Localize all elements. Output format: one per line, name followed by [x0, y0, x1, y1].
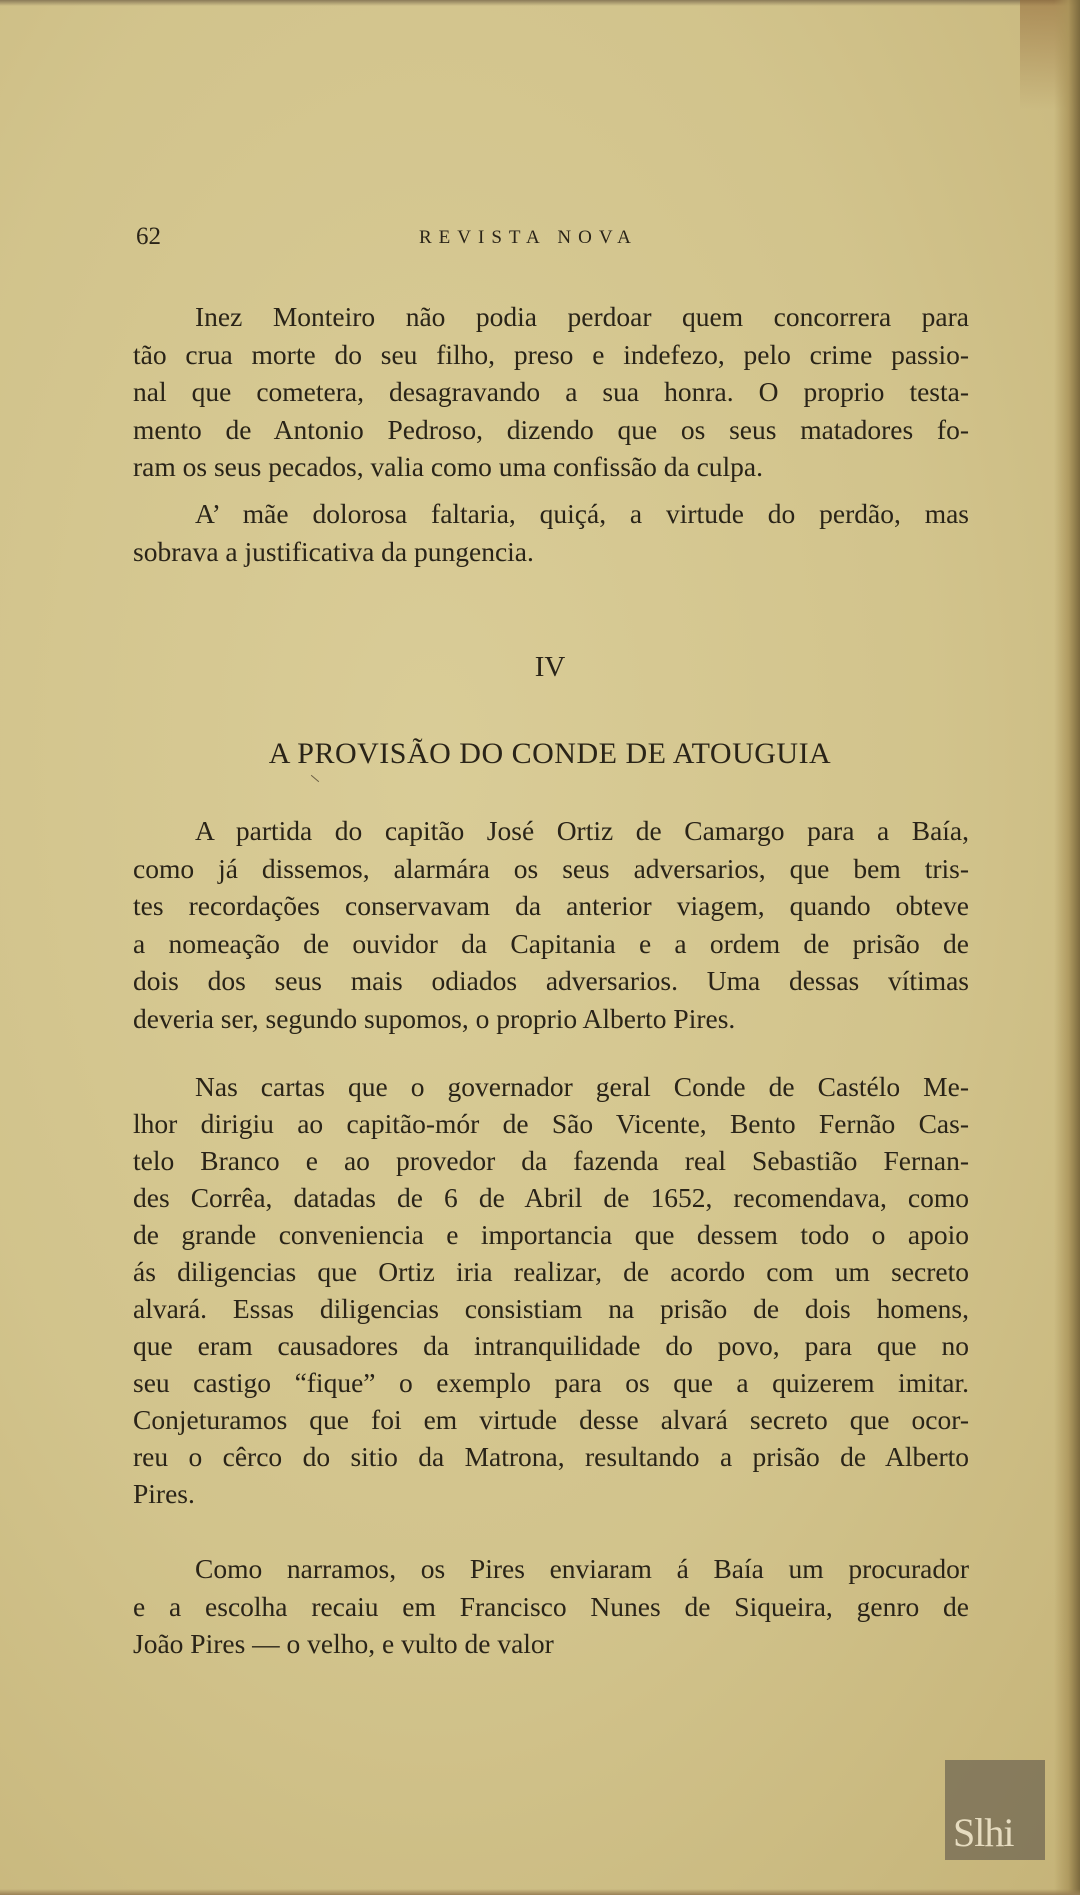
- text-line: A’ mãe dolorosa faltaria, quiçá, a virtude do perdão, mas: [195, 498, 969, 529]
- watermark-text: Slhi: [953, 1810, 1014, 1855]
- text-line: reu o cêrco do sitio da Matrona, resultando a prisão de Alberto: [133, 1441, 969, 1472]
- text-line: des Corrêa, datadas de 6 de Abril de 1652, recomendava, como: [133, 1182, 969, 1213]
- text-line: Como narramos, os Pires enviaram á Baía um procurador: [195, 1553, 969, 1584]
- journal-title: REVISTA NOVA: [419, 227, 638, 248]
- text-line: ram os seus pecados, valia como uma confissão da culpa.: [133, 451, 764, 482]
- text-line: dois dos seus mais odiados adversarios. Uma dessas vítimas: [133, 965, 969, 996]
- paragraph-3: [133, 812, 969, 1037]
- page-bottom-edge: [0, 1889, 1080, 1895]
- text-line: alvará. Essas diligencias consistiam na prisão de dois homens,: [133, 1293, 969, 1324]
- page-top-edge: [0, 0, 1080, 6]
- running-head: [136, 223, 696, 253]
- text-line: lhor dirigiu ao capitão-mór de São Vicente, Bento Fernão Cas-: [133, 1108, 969, 1139]
- paragraph-4: [133, 1068, 969, 1512]
- stray-mark: [311, 775, 319, 782]
- text-line: como já dissemos, alarmára os seus adversarios, que bem tris-: [133, 852, 969, 884]
- text-line: nal que cometera, desagravando a sua honra. O proprio testa-: [133, 376, 969, 407]
- text-line: que eram causadores da intranquilidade do povo, para que no: [133, 1330, 969, 1361]
- text-line: mento de Antonio Pedroso, dizendo que os seus matadores fo-: [133, 413, 969, 445]
- text-line: sobrava a justificativa da pungencia.: [133, 535, 534, 567]
- paragraph-1: [133, 298, 969, 486]
- text-line: Pires.: [133, 1478, 195, 1509]
- text-line: deveria ser, segundo supomos, o proprio Alberto Pires.: [133, 1002, 736, 1034]
- page-number: 62: [136, 223, 161, 250]
- chapter-title: A PROVISÃO DO CONDE DE ATOUGUIA: [268, 737, 832, 770]
- paragraph-2: [133, 495, 969, 570]
- text-line: a nomeação de ouvidor da Capitania e a ordem de prisão de: [133, 927, 969, 959]
- text-line: A partida do capitão José Ortiz de Camargo para a Baía,: [195, 815, 969, 846]
- paragraph-5: [133, 1550, 969, 1663]
- chapter-number: IV: [534, 651, 566, 683]
- text-line: de grande conveniencia e importancia que dessem todo o apoio: [133, 1219, 969, 1250]
- text-line: ás diligencias que Ortiz iria realizar, de acordo com um secreto: [133, 1256, 969, 1287]
- text-line: Inez Monteiro não podia perdoar quem concorrera para: [195, 301, 969, 332]
- text-line: tão crua morte do seu filho, preso e indefezo, pelo crime passio-: [133, 338, 969, 370]
- text-line: Conjeturamos que foi em virtude desse alvará secreto que ocor-: [133, 1404, 969, 1435]
- text-line: João Pires — o velho, e vulto de valor: [133, 1628, 554, 1659]
- text-line: e a escolha recaiu em Francisco Nunes de Siqueira, genro de: [133, 1590, 969, 1622]
- watermark-logo: [945, 1760, 1045, 1860]
- text-line: seu castigo “fique” o exemplo para os que a quizerem imitar.: [133, 1367, 969, 1398]
- text-line: tes recordações conservavam da anterior viagem, quando obteve: [133, 890, 969, 921]
- text-line: Nas cartas que o governador geral Conde de Castélo Me-: [195, 1071, 969, 1102]
- text-line: telo Branco e ao provedor da fazenda real Sebastião Fernan-: [133, 1145, 969, 1176]
- page-right-edge: [1054, 0, 1080, 1895]
